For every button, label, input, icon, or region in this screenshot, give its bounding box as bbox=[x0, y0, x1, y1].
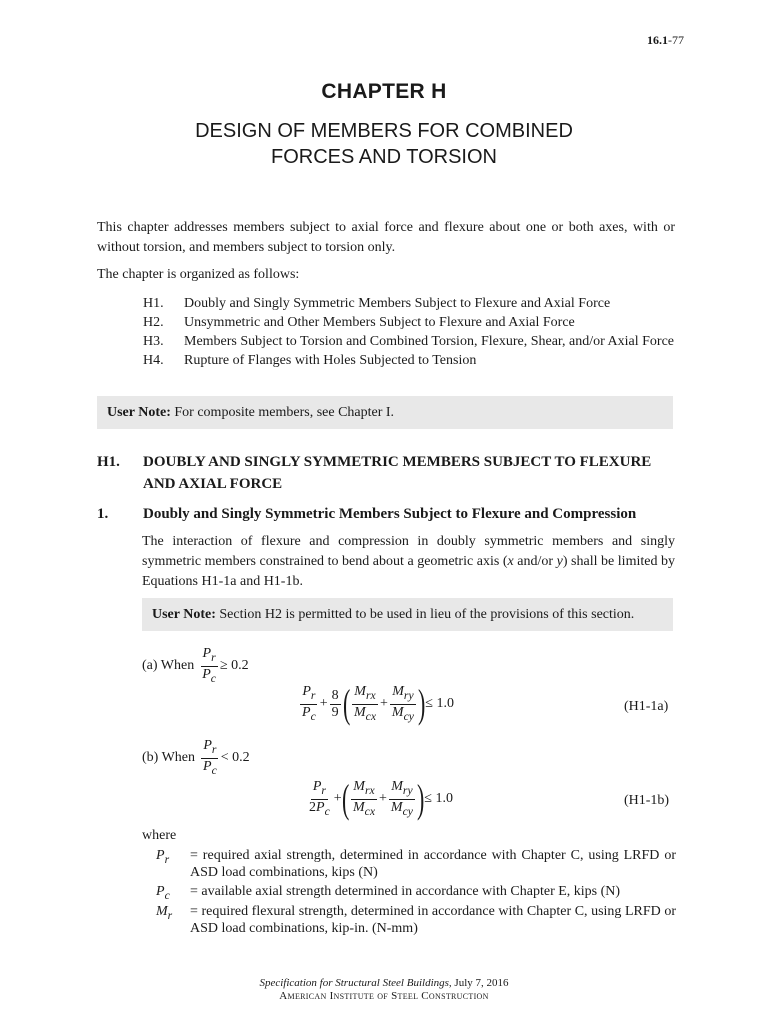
equation-tag-h1-1a: (H1-1a) bbox=[624, 699, 669, 714]
intro-paragraph: This chapter addresses members subject to axial force and flexure about one or both axes, with or without torsion, and members subject to torsion only. bbox=[97, 220, 675, 255]
subsection-heading-1: 1. Doubly and Singly Symmetric Members Subject to Flexure and Compression bbox=[97, 506, 637, 522]
page-number: 16.1-77 bbox=[647, 33, 684, 47]
equation-tag-h1-1b: (H1-1b) bbox=[624, 793, 670, 808]
definition-mr: $M_r$ = required flexural strength, determined in accordance with Chapter C, using LRFD or ASD load combinations, kip-in. (N-mm) bbox=[156, 904, 676, 936]
page-footer: Specification for Structural Steel Buildings, July 7, 2016 American Institute of Steel Construction bbox=[259, 977, 509, 1002]
section-list bbox=[143, 294, 674, 370]
list-item: H4. Rupture of Flanges with Holes Subjected to Tension bbox=[143, 353, 477, 368]
body-paragraph: The interaction of flexure and compression in doubly symmetric members and singly symmetric members constrained to bend about a geometric axis (x and/or y) shall be limited by Equations H1-1a and H1-1b. bbox=[142, 534, 676, 589]
definition-pr: $P_r$ = required axial strength, determined in accordance with Chapter C, using LRFD or ASD load combinations, kips (N) bbox=[156, 848, 676, 880]
list-item: H3. Members Subject to Torsion and Combined Torsion, Flexure, Shear, and/or Axial Force bbox=[143, 334, 674, 349]
user-note-composite: User Note: For composite members, see Chapter I. bbox=[97, 396, 673, 429]
equation-h1-1a: $\frac{P_r}{P_c}$ + $\frac{8}{9}$ ( $\frac{M_{rx}}{M_{cx}}$ + $\frac{M_{ry}}{M_{cy}}$ ) ≤ 1.0 bbox=[302, 681, 454, 727]
list-item: H2. Unsymmetric and Other Members Subject to Flexure and Axial Force bbox=[143, 315, 575, 330]
chapter-subtitle: DESIGN OF MEMBERS FOR COMBINED FORCES AND TORSION bbox=[195, 120, 573, 168]
user-note-h2: User Note: Section H2 is permitted to be used in lieu of the provisions of this section. bbox=[142, 598, 673, 631]
list-item: H1. Doubly and Singly Symmetric Members Subject to Flexure and Axial Force bbox=[143, 296, 611, 311]
section-heading-h1: H1. DOUBLY AND SINGLY SYMMETRIC MEMBERS SUBJECT TO FLEXURE AND AXIAL FORCE bbox=[97, 454, 652, 492]
organized-text: The chapter is organized as follows: bbox=[97, 267, 300, 282]
equation-h1-1b: $\frac{P_r}{2P_c}$ + ( $\frac{M_{rx}}{M_{cx}}$ + $\frac{M_{ry}}{M_{cy}}$ ) ≤ 1.0 bbox=[309, 776, 453, 822]
definition-pc: $P_c$ = available axial strength determined in accordance with Chapter E, kips (N) bbox=[156, 884, 621, 902]
condition-a: (a) When $\frac{P_r}{P_c}$ ≥ 0.2 bbox=[142, 646, 249, 685]
condition-b: (b) When $\frac{P_r}{P_c}$ < 0.2 bbox=[142, 738, 250, 777]
where-label: where bbox=[142, 828, 177, 843]
chapter-title: CHAPTER H bbox=[321, 80, 447, 103]
